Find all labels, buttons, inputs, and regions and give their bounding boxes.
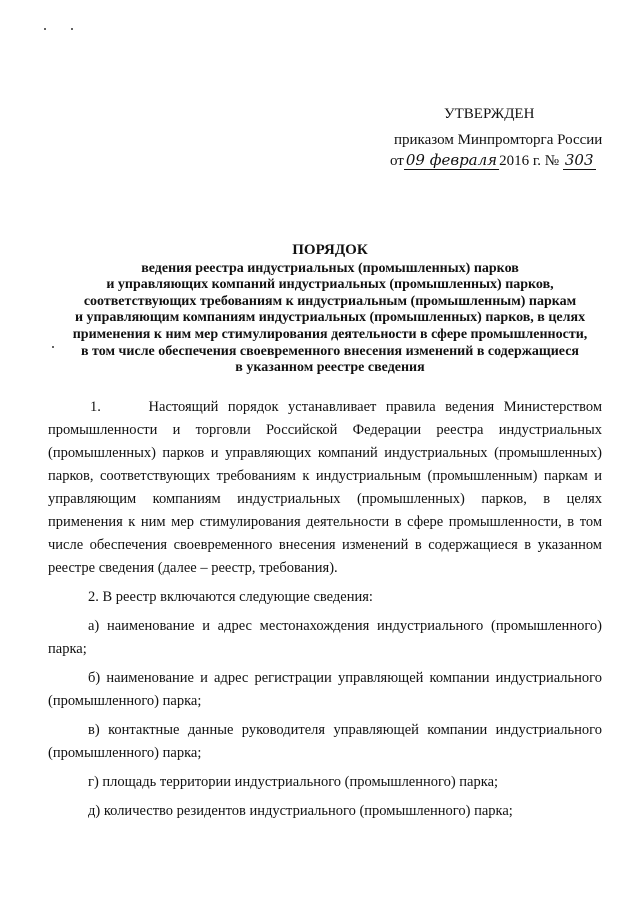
list-item-b: б) наименование и адрес регистрации управляющей компании индустриального (промышленного) парка; (48, 670, 602, 709)
heading-line: и управляющих компаний индустриальных (промышленных) парков, (106, 277, 554, 293)
scan-speck (71, 28, 73, 30)
list-item-d: д) количество резидентов индустриального (промышленного) парка; (88, 803, 513, 819)
date-suffix: 2016 г. № (499, 153, 560, 169)
heading-title: ПОРЯДОК (292, 242, 368, 258)
list-item-v: в) контактные данные руководителя управляющей компании индустриального (промышленного) парка; (48, 722, 602, 761)
heading-line: в указанном реестре сведения (235, 360, 425, 376)
list-item-g: г) площадь территории индустриального (промышленного) парка; (88, 774, 499, 790)
list-item-a: а) наименование и адрес местонахождения индустриального (промышленного) парка; (48, 618, 602, 657)
scan-speck (44, 28, 46, 30)
heading-line: применения к ним мер стимулирования деятельности в сфере промышленности, (72, 326, 588, 342)
approval-date-line (390, 151, 596, 170)
handwritten-number: 303 (564, 151, 594, 169)
document-body (48, 396, 602, 823)
heading-line: ведения реестра индустриальных (промышленных) парков (141, 260, 519, 276)
approval-title: УТВЕРЖДЕН (444, 106, 535, 122)
heading-line: и управляющим компаниям индустриальных (промышленных) парков, в целях (74, 310, 586, 326)
paragraph-1: 1. Настоящий порядок устанавливает правила ведения Министерством промышленности и торговли Российской Федерации реестра индустриальных (промышленных) парков и управляющих компаний индустриальных (промышленных) парков, соответствующих требованиям к индустриальным (промышленным) паркам и управляющим компаниям индустриальных (промышленных) парков, в целях применения к ним мер стимулирования деятельности в сфере промышленности, в том числе обеспечения своевременного внесения изменений в содержащиеся в указанном реестре сведения (далее – реестр, требования). (48, 399, 602, 576)
heading-line: в том числе обеспечения своевременного внесения изменений в содержащиеся (81, 343, 579, 359)
paragraph-2: 2. В реестр включаются следующие сведения: (88, 589, 373, 605)
approval-order-line: приказом Минпромторга России (394, 132, 603, 148)
date-prefix: от (390, 153, 404, 169)
document-heading (30, 242, 630, 377)
handwritten-date: 09 февраля (405, 151, 498, 169)
heading-line: соответствующих требованиям к индустриальным (промышленным) паркам (83, 293, 577, 309)
